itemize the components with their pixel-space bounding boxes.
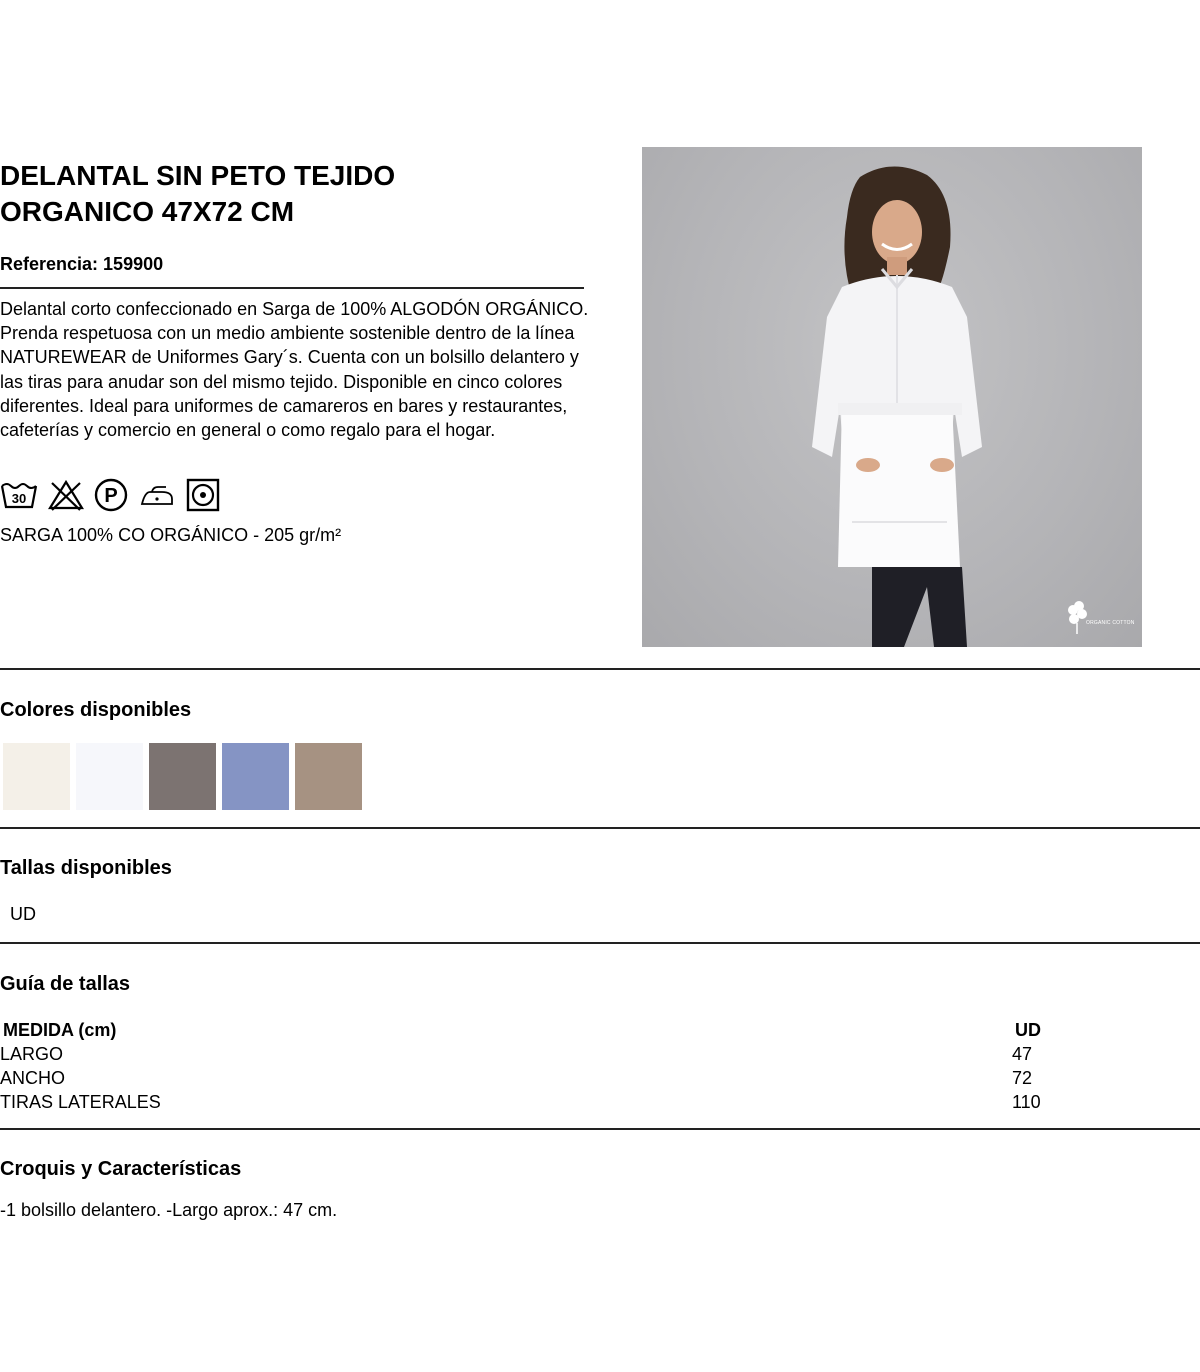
table-row	[0, 1042, 1100, 1066]
table-row	[0, 1090, 1100, 1114]
wash-temp-label: 30	[11, 491, 27, 506]
wash-30-icon	[0, 480, 38, 515]
features-text: -1 bolsillo delantero. -Largo aprox.: 47 cm.	[0, 1200, 338, 1220]
table-cell-value: 110	[1012, 1092, 1041, 1112]
section-divider	[0, 942, 1200, 944]
sketch-heading: Croquis y Características	[0, 1158, 242, 1180]
care-icons	[0, 478, 220, 517]
table-header-measure: MEDIDA (cm)	[3, 1020, 117, 1040]
colors-heading: Colores disponibles	[0, 699, 192, 721]
product-photo	[642, 147, 1142, 647]
section-divider	[0, 668, 1200, 670]
product-title-line2: ORGANICO 47X72 CM	[0, 196, 295, 227]
iron-low-icon	[138, 480, 176, 515]
table-cell-measure: LARGO	[0, 1044, 64, 1064]
color-swatch[interactable]	[222, 743, 289, 810]
product-title-line1: DELANTAL SIN PETO TEJIDO	[0, 160, 396, 191]
product-title	[0, 158, 600, 230]
table-cell-measure: ANCHO	[0, 1068, 66, 1088]
sizes-heading: Tallas disponibles	[0, 857, 172, 879]
dry-clean-p-icon	[94, 478, 128, 517]
table-cell-measure: TIRAS LATERALES	[0, 1092, 161, 1112]
divider	[0, 287, 584, 289]
dry-clean-label: P	[104, 485, 118, 507]
size-guide-table	[0, 1018, 1100, 1114]
section-divider	[0, 1128, 1200, 1130]
color-swatch[interactable]	[149, 743, 216, 810]
section-divider	[0, 827, 1200, 829]
color-swatches	[3, 743, 362, 810]
no-bleach-icon	[48, 479, 84, 516]
color-swatch[interactable]	[295, 743, 362, 810]
organic-cotton-badge-text: ORGANIC COTTON	[1086, 620, 1135, 626]
color-swatch[interactable]	[76, 743, 143, 810]
size-guide-heading: Guía de tallas	[0, 973, 131, 995]
table-cell-value: 47	[1012, 1044, 1033, 1064]
product-description: Delantal corto confeccionado en Sarga de 100% ALGODÓN ORGÁNICO. Prenda respetuosa con un medio ambiente sostenible dentro de la línea NATUREWEAR de Uniformes Gary´s. Cuenta con un bolsillo delantero y las tiras para anudar son del mismo tejido. Disponible en cinco colores diferentes. Ideal para uniformes de camareros en bares y restaurantes, cafeterías y comercio en general o como regalo para el hogar.	[0, 299, 589, 441]
size-value: UD	[10, 904, 36, 924]
fabric-composition: SARGA 100% CO ORGÁNICO - 205 gr/m²	[0, 525, 342, 545]
product-reference: Referencia: 159900	[0, 254, 164, 274]
table-cell-value: 72	[1012, 1068, 1033, 1088]
table-header-row	[0, 1018, 1100, 1042]
tumble-dry-icon	[186, 478, 220, 517]
color-swatch[interactable]	[3, 743, 70, 810]
table-header-size: UD	[1015, 1020, 1041, 1040]
table-row	[0, 1066, 1100, 1090]
